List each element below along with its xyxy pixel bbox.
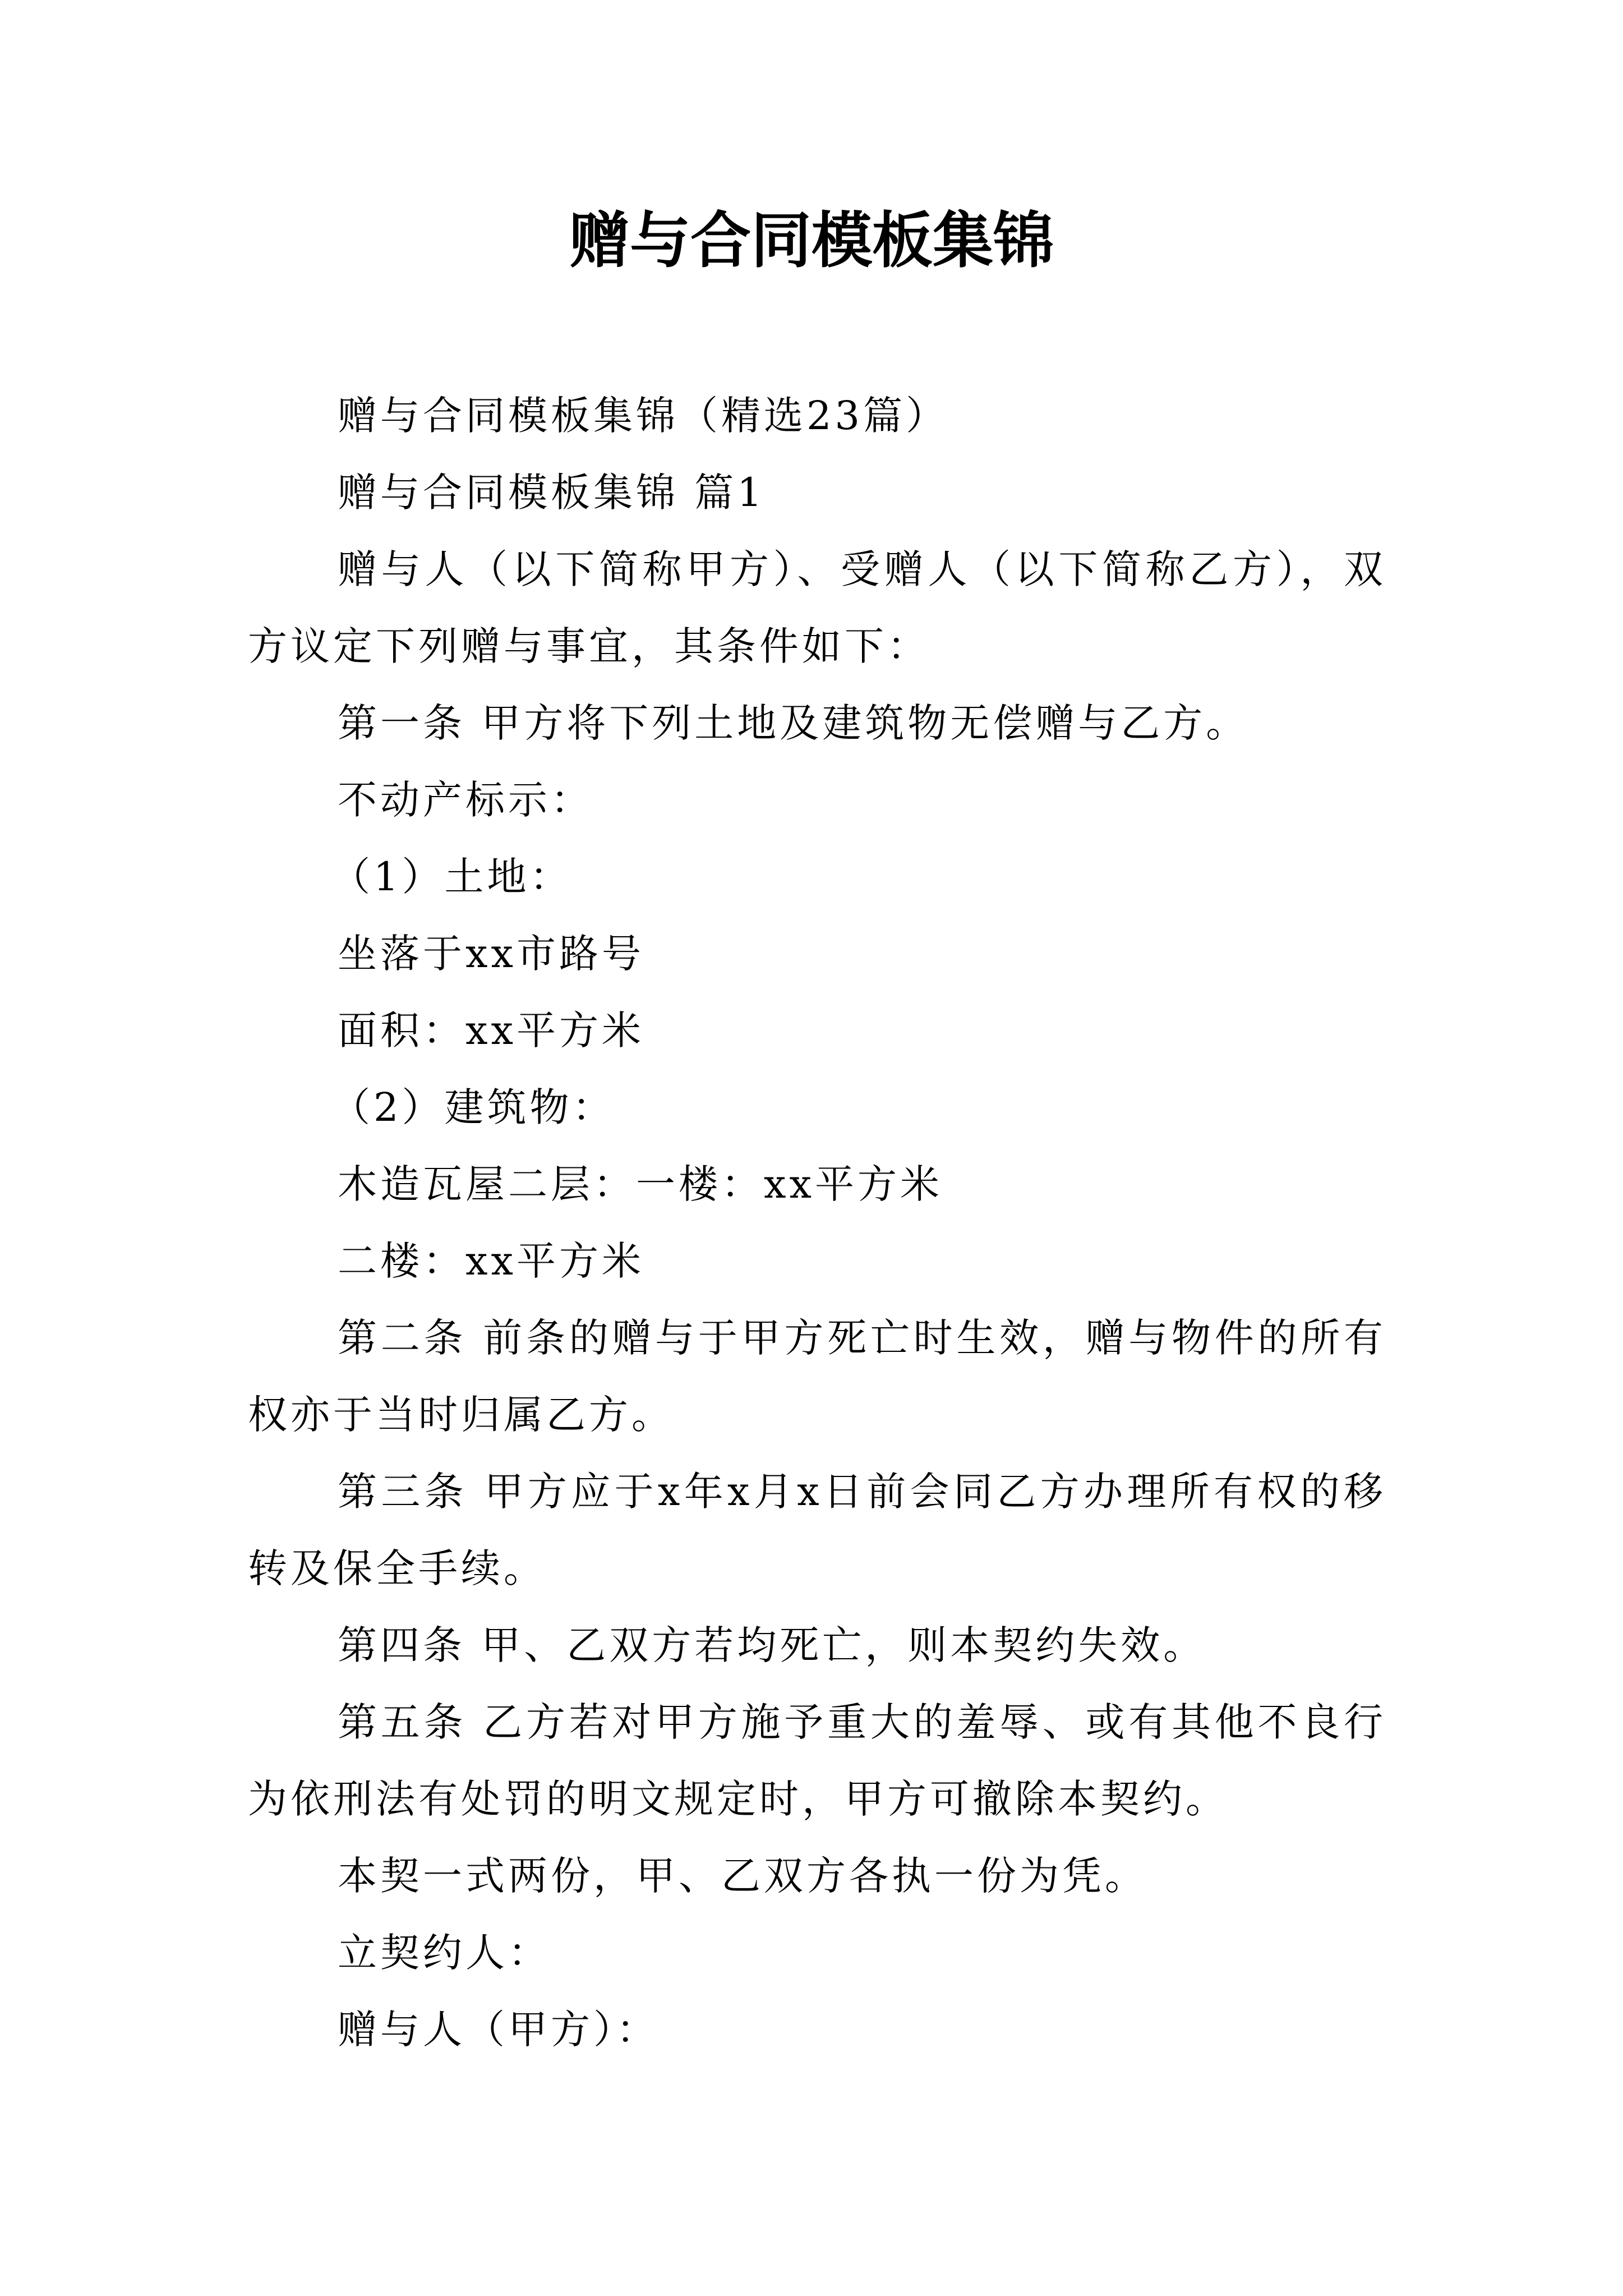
property-label: 不动产标示：	[338, 777, 593, 823]
document-body	[248, 378, 1386, 2068]
article-3: 第三条 甲方应于x年x月x日前会同乙方办理所有权的移转及保全手续。	[248, 1469, 1386, 1591]
land-heading: （1）土地：	[331, 854, 573, 900]
building-heading: （2）建筑物：	[331, 1084, 615, 1130]
collection-subtitle: 赠与合同模板集锦（精选23篇）	[338, 393, 949, 439]
article-5: 第五条 乙方若对甲方施予重大的羞辱、或有其他不良行为依刑法有处罚的明文规定时，甲方可撤除本契约。	[248, 1699, 1386, 1822]
article-4: 第四条 甲、乙双方若均死亡，则本契约失效。	[338, 1622, 1206, 1668]
signatories-label: 立契约人：	[338, 1930, 551, 1976]
article-1: 第一条 甲方将下列土地及建筑物无偿赠与乙方。	[338, 700, 1249, 746]
copies-clause: 本契一式两份，甲、乙双方各执一份为凭。	[338, 1853, 1147, 1899]
section-heading: 赠与合同模板集锦 篇1	[338, 470, 766, 516]
building-floor-1: 木造瓦屋二层：一楼：xx平方米	[338, 1161, 943, 1207]
donor-signature-label: 赠与人（甲方）：	[338, 2007, 659, 2053]
article-2: 第二条 前条的赠与于甲方死亡时生效，赠与物件的所有权亦于当时归属乙方。	[248, 1315, 1386, 1438]
building-floor-2: 二楼：xx平方米	[338, 1238, 644, 1284]
land-area: 面积：xx平方米	[338, 1007, 644, 1053]
document-title: 赠与合同模板集锦	[569, 206, 1054, 276]
parties-paragraph: 赠与人（以下简称甲方）、受赠人（以下简称乙方），双方议定下列赠与事宜，其条件如下：	[248, 546, 1386, 669]
land-location: 坐落于xx市路号	[338, 931, 644, 977]
